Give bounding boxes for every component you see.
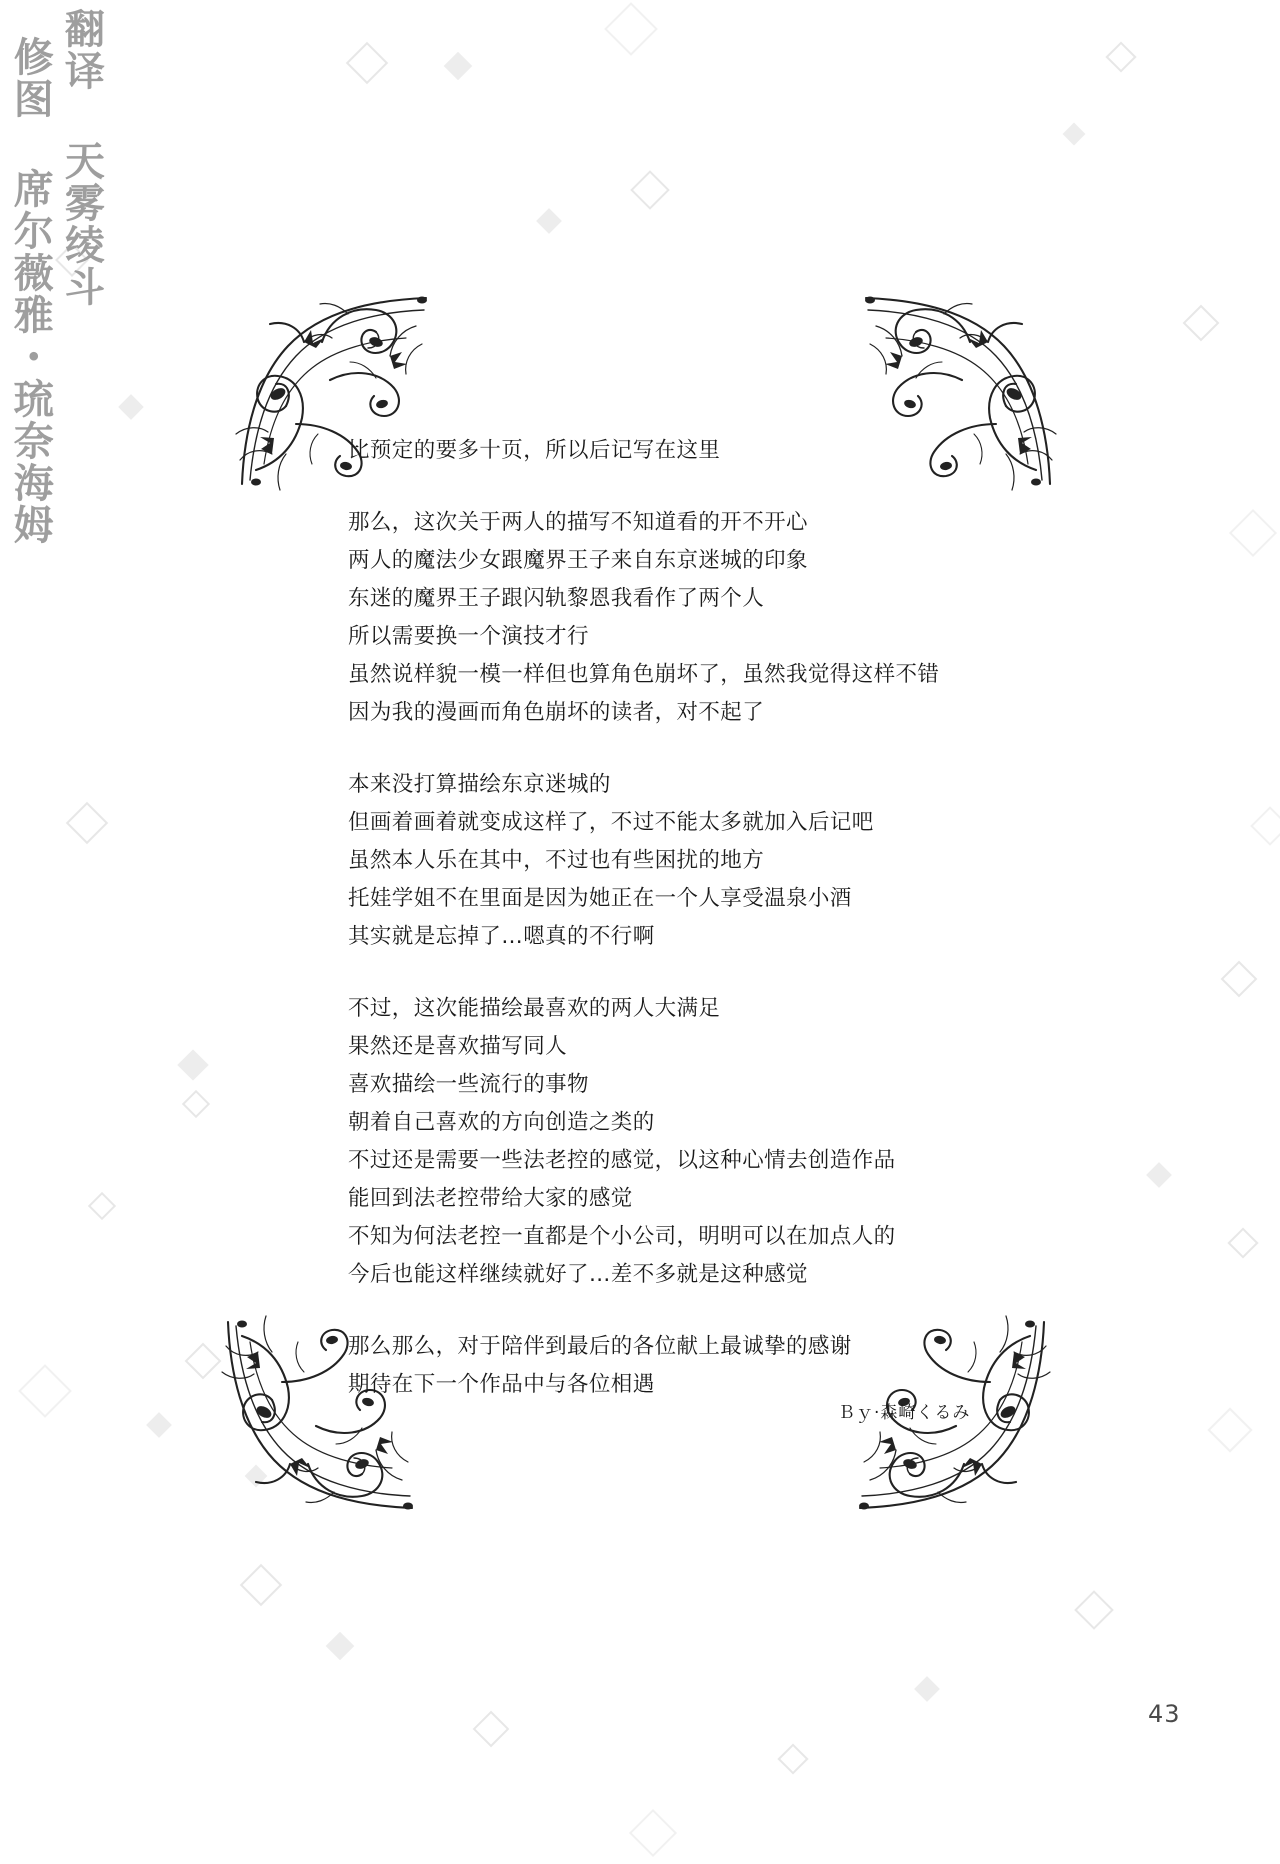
afterword-line: 不过，这次能描绘最喜欢的两人大满足 (348, 996, 721, 1021)
afterword-line: 那么，这次关于两人的描写不知道看的开不开心 (348, 510, 808, 535)
diamond-deco (1063, 123, 1086, 146)
diamond-deco (604, 2, 658, 56)
diamond-deco (326, 1632, 354, 1660)
diamond-deco (66, 802, 108, 844)
diamond-deco (914, 1676, 939, 1701)
afterword-line: 那么那么，对于陪伴到最后的各位献上最诚挚的感谢 (348, 1334, 852, 1359)
diamond-deco (1074, 1590, 1114, 1630)
diamond-deco (177, 1049, 208, 1080)
diamond-deco (1221, 961, 1258, 998)
diamond-deco (777, 1743, 808, 1774)
afterword-line: 比预定的要多十页，所以后记写在这里 (348, 438, 721, 463)
afterword-paragraph (348, 504, 1138, 732)
afterword-line: 托娃学姐不在里面是因为她正在一个人享受温泉小酒 (348, 886, 852, 911)
diamond-deco (146, 1412, 171, 1437)
afterword-line: 今后也能这样继续就好了…差不多就是这种感觉 (348, 1262, 808, 1287)
diamond-deco (630, 170, 670, 210)
diamond-deco (629, 1809, 677, 1857)
diamond-deco (444, 52, 472, 80)
diamond-deco (536, 208, 561, 233)
afterword-line: 不知为何法老控一直都是个小公司，明明可以在加点人的 (348, 1224, 896, 1249)
afterword-text (348, 432, 1138, 1404)
afterword-paragraph (348, 432, 1138, 470)
afterword-line: 能回到法老控带给大家的感觉 (348, 1186, 633, 1211)
afterword-paragraph (348, 766, 1138, 956)
afterword-line: 虽然本人乐在其中，不过也有些困扰的地方 (348, 848, 765, 873)
diamond-deco (473, 1711, 510, 1748)
afterword-line: 所以需要换一个演技才行 (348, 624, 589, 649)
diamond-deco (240, 1564, 282, 1606)
credit-typesetter: 修图 席尔薇雅・琉奈海姆 (7, 36, 54, 546)
afterword-line: 其实就是忘掉了…嗯真的不行啊 (348, 924, 655, 949)
afterword-line: 不过还是需要一些法老控的感觉，以这种心情去创造作品 (348, 1148, 896, 1173)
diamond-deco (1146, 1162, 1171, 1187)
diamond-deco (1250, 806, 1280, 846)
diamond-deco (1105, 41, 1136, 72)
credit-translator: 翻译 天雾绫斗 (58, 8, 105, 308)
diamond-deco (1183, 305, 1220, 342)
afterword-paragraph (348, 1328, 1138, 1404)
afterword-line: 朝着自己喜欢的方向创造之类的 (348, 1110, 655, 1135)
afterword-paragraph (348, 990, 1138, 1294)
diamond-deco (1207, 1407, 1252, 1452)
afterword-line: 果然还是喜欢描写同人 (348, 1034, 568, 1059)
diamond-deco (118, 394, 143, 419)
staff-credits (6, 8, 104, 546)
afterword-line: 期待在下一个作品中与各位相遇 (348, 1372, 655, 1397)
afterword-line: 东迷的魔界王子跟闪轨黎恩我看作了两个人 (348, 586, 765, 611)
diamond-deco (1229, 509, 1277, 557)
diamond-deco (18, 1364, 72, 1418)
diamond-deco (1227, 1227, 1258, 1258)
author-signature: Ｂｙ·森崎くるみ (838, 1403, 971, 1423)
diamond-deco (88, 1192, 116, 1220)
diamond-deco (346, 42, 388, 84)
afterword-line: 喜欢描绘一些流行的事物 (348, 1072, 589, 1097)
page-number: 43 (1148, 1700, 1181, 1728)
afterword-line: 两人的魔法少女跟魔界王子来自东京迷城的印象 (348, 548, 808, 573)
afterword-line: 因为我的漫画而角色崩坏的读者，对不起了 (348, 700, 765, 725)
afterword-line: 本来没打算描绘东京迷城的 (348, 772, 611, 797)
afterword-line: 虽然说样貌一模一样但也算角色崩坏了，虽然我觉得这样不错 (348, 662, 940, 687)
diamond-deco (182, 1090, 210, 1118)
afterword-line: 但画着画着就变成这样了，不过不能太多就加入后记吧 (348, 810, 874, 835)
